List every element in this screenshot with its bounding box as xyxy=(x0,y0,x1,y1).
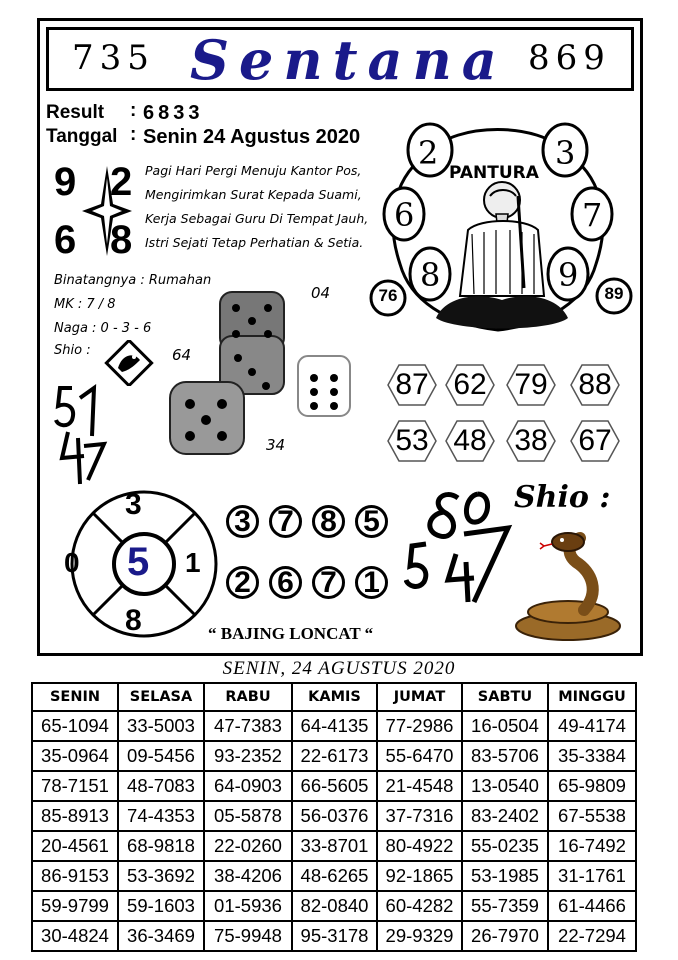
result-value: 6833 xyxy=(143,102,204,124)
date-colon: : xyxy=(130,124,137,145)
hexagon-number xyxy=(571,420,619,462)
table-cell: 64-0903 xyxy=(204,771,292,801)
date-label: Tanggal xyxy=(46,126,118,147)
handwritten-numbers-left-icon xyxy=(54,380,114,490)
table-cell: 38-4206 xyxy=(204,861,292,891)
table-cell: 48-7083 xyxy=(118,771,204,801)
info-naga: Naga : 0 - 3 - 6 xyxy=(54,321,152,336)
table-header-cell: KAMIS xyxy=(292,683,377,711)
poem-line: Kerja Sebagai Guru Di Tempat Jauh, xyxy=(145,211,369,226)
info-shio: Shio : xyxy=(54,343,91,358)
dice-label-left: 64 xyxy=(172,346,192,364)
number-ball: 2 xyxy=(226,566,259,599)
number-ball: 8 xyxy=(312,505,345,538)
table-cell: 22-6173 xyxy=(292,741,377,771)
table-row xyxy=(32,861,636,891)
table-cell: 37-7316 xyxy=(377,801,462,831)
poem-line: Mengirimkan Surat Kepada Suami, xyxy=(145,187,362,202)
table-header-cell: JUMAT xyxy=(377,683,462,711)
table-cell: 77-2986 xyxy=(377,711,462,741)
pantura-digit: 7 xyxy=(582,196,603,234)
table-body xyxy=(32,711,636,951)
hexagon-number xyxy=(571,364,619,406)
table-cell: 22-7294 xyxy=(548,921,636,951)
header-left-number: 735 xyxy=(72,38,155,78)
table-cell: 78-7151 xyxy=(32,771,118,801)
number-ball: 1 xyxy=(355,566,388,599)
pantura-circle-right: 89 xyxy=(604,284,624,303)
table-cell: 35-0964 xyxy=(32,741,118,771)
table-cell: 53-3692 xyxy=(118,861,204,891)
table-row xyxy=(32,831,636,861)
handwritten-numbers-right-icon xyxy=(404,484,516,606)
table-cell: 30-4824 xyxy=(32,921,118,951)
table-cell: 92-1865 xyxy=(377,861,462,891)
table-cell: 48-6265 xyxy=(292,861,377,891)
table-cell: 65-1094 xyxy=(32,711,118,741)
table-cell: 31-1761 xyxy=(548,861,636,891)
wheel-right: 1 xyxy=(185,547,201,578)
table-cell: 49-4174 xyxy=(548,711,636,741)
number-ball: 6 xyxy=(269,566,302,599)
shio-label: Shio : xyxy=(514,480,611,515)
table-row xyxy=(32,771,636,801)
table-header-cell: MINGGU xyxy=(548,683,636,711)
table-cell: 83-2402 xyxy=(462,801,548,831)
table-row xyxy=(32,801,636,831)
info-mk: MK : 7 / 8 xyxy=(54,297,116,312)
table-caption: SENIN, 24 AGUSTUS 2020 xyxy=(222,658,456,679)
table-cell: 09-5456 xyxy=(118,741,204,771)
hexagon-value: 53 xyxy=(395,424,429,457)
wheel-center: 5 xyxy=(127,540,150,584)
bajing-loncat-text: “ BAJING LONCAT “ xyxy=(208,624,374,643)
hexagon-value: 38 xyxy=(514,424,548,457)
table-cell: 35-3384 xyxy=(548,741,636,771)
table-header-cell: SABTU xyxy=(462,683,548,711)
table-row xyxy=(32,741,636,771)
table-cell: 68-9818 xyxy=(118,831,204,861)
info-binatang: Binatangnya : Rumahan xyxy=(54,273,212,288)
table-cell: 20-4561 xyxy=(32,831,118,861)
pantura-digit: 2 xyxy=(418,134,439,172)
table-cell: 13-0540 xyxy=(462,771,548,801)
table-cell: 75-9948 xyxy=(204,921,292,951)
compass-digit-top-right: 2 xyxy=(110,160,133,204)
table-cell: 55-7359 xyxy=(462,891,548,921)
pantura-label: PANTURA xyxy=(449,163,539,183)
results-table xyxy=(31,682,637,952)
dice-icon xyxy=(168,286,354,462)
compass-digit-bottom-right: 8 xyxy=(110,218,133,262)
number-ball: 5 xyxy=(355,505,388,538)
snake-icon xyxy=(510,528,630,644)
pantura-digit: 6 xyxy=(394,196,415,234)
wheel-bottom: 8 xyxy=(125,604,142,637)
table-cell: 93-2352 xyxy=(204,741,292,771)
date-value: Senin 24 Agustus 2020 xyxy=(143,126,361,148)
hexagon-number xyxy=(507,364,555,406)
table-cell: 82-0840 xyxy=(292,891,377,921)
table-cell: 47-7383 xyxy=(204,711,292,741)
table-cell: 85-8913 xyxy=(32,801,118,831)
table-cell: 74-4353 xyxy=(118,801,204,831)
table-cell: 56-0376 xyxy=(292,801,377,831)
table-cell: 55-6470 xyxy=(377,741,462,771)
table-cell: 67-5538 xyxy=(548,801,636,831)
hexagon-value: 48 xyxy=(453,424,487,457)
table-header-cell: RABU xyxy=(204,683,292,711)
table-cell: 83-5706 xyxy=(462,741,548,771)
compass-digit-bottom-left: 6 xyxy=(54,218,77,262)
poem-line: Istri Sejati Tetap Perhatian & Setia. xyxy=(145,235,364,250)
table-cell: 86-9153 xyxy=(32,861,118,891)
table-cell: 60-4282 xyxy=(377,891,462,921)
table-cell: 16-0504 xyxy=(462,711,548,741)
table-header-cell: SELASA xyxy=(118,683,204,711)
table-header-cell: SENIN xyxy=(32,683,118,711)
number-ball: 3 xyxy=(226,505,259,538)
table-cell: 29-9329 xyxy=(377,921,462,951)
table-cell: 53-1985 xyxy=(462,861,548,891)
table-cell: 26-7970 xyxy=(462,921,548,951)
pantura-digit: 3 xyxy=(555,134,576,172)
compass-digit-top-left: 9 xyxy=(54,160,77,204)
header-right-number: 869 xyxy=(528,38,611,78)
wheel-top: 3 xyxy=(125,488,142,521)
dice-label-top: 04 xyxy=(311,284,331,302)
hexagon-number xyxy=(388,420,436,462)
wheel-left: 0 xyxy=(64,547,80,578)
hexagon-number xyxy=(446,364,494,406)
table-cell: 66-5605 xyxy=(292,771,377,801)
number-ball: 7 xyxy=(269,505,302,538)
table-cell: 65-9809 xyxy=(548,771,636,801)
table-cell: 05-5878 xyxy=(204,801,292,831)
table-cell: 95-3178 xyxy=(292,921,377,951)
brand-title: Sentana xyxy=(190,28,507,92)
table-cell: 16-7492 xyxy=(548,831,636,861)
table-cell: 21-4548 xyxy=(377,771,462,801)
table-cell: 33-8701 xyxy=(292,831,377,861)
hexagon-value: 79 xyxy=(514,368,548,401)
table-cell: 01-5936 xyxy=(204,891,292,921)
pantura-digit: 8 xyxy=(420,256,441,294)
table-row xyxy=(32,921,636,951)
pantura-digit: 9 xyxy=(558,256,579,294)
table-cell: 61-4466 xyxy=(548,891,636,921)
result-colon: : xyxy=(130,100,137,121)
hexagon-number xyxy=(388,364,436,406)
table-row xyxy=(32,711,636,741)
table-cell: 80-4922 xyxy=(377,831,462,861)
pantura-circle-left: 76 xyxy=(378,286,398,305)
table-cell: 59-9799 xyxy=(32,891,118,921)
dice-label-bottom: 34 xyxy=(266,436,286,454)
number-ball: 7 xyxy=(312,566,345,599)
poem-line: Pagi Hari Pergi Menuju Kantor Pos, xyxy=(145,163,362,178)
hexagon-number xyxy=(446,420,494,462)
hexagon-number xyxy=(507,420,555,462)
table-cell: 22-0260 xyxy=(204,831,292,861)
table-cell: 64-4135 xyxy=(292,711,377,741)
table-header-row xyxy=(32,683,636,711)
hexagon-value: 87 xyxy=(395,368,429,401)
table-cell: 36-3469 xyxy=(118,921,204,951)
hexagon-value: 88 xyxy=(578,368,612,401)
table-cell: 59-1603 xyxy=(118,891,204,921)
hexagon-value: 67 xyxy=(578,424,612,457)
table-cell: 55-0235 xyxy=(462,831,548,861)
table-cell: 33-5003 xyxy=(118,711,204,741)
result-label: Result xyxy=(46,102,105,123)
table-row xyxy=(32,891,636,921)
hexagon-value: 62 xyxy=(453,368,487,401)
